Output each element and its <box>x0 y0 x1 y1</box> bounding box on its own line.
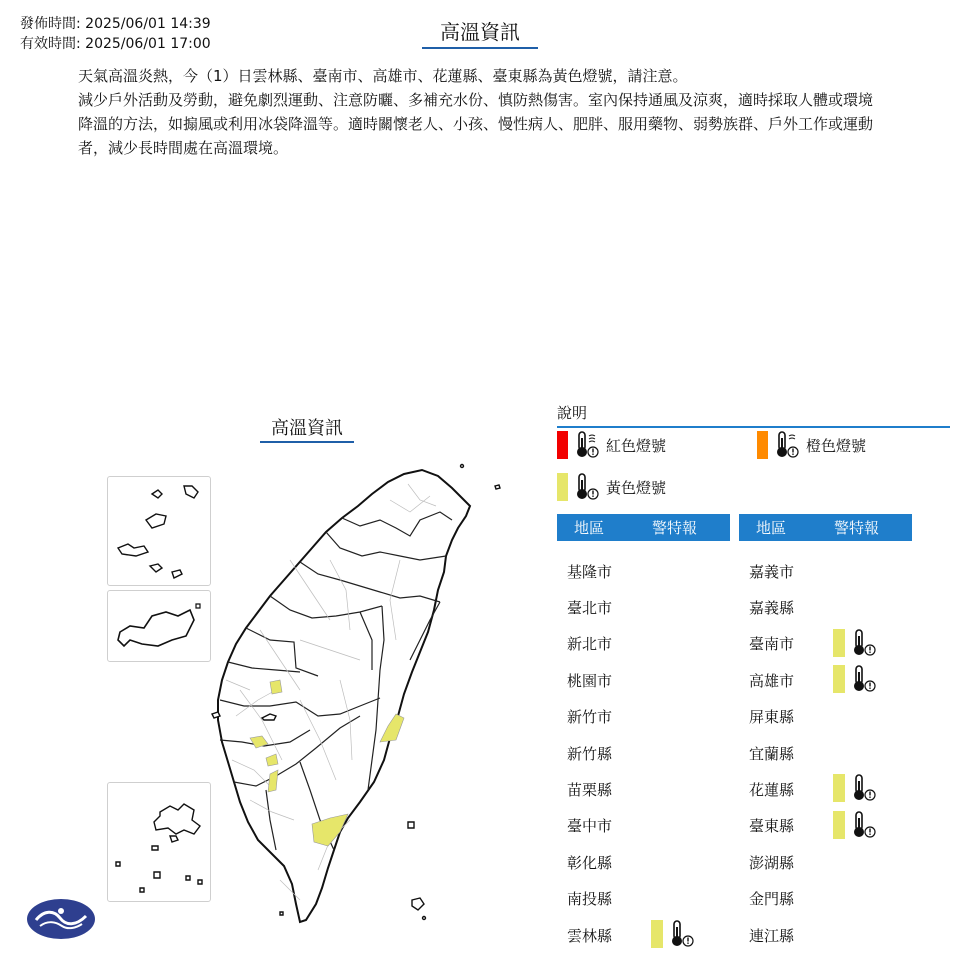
region-name: 連江縣 <box>749 926 795 945</box>
warning-area-yunlin <box>270 680 282 694</box>
issued-time: 發佈時間: 2025/06/01 14:39 <box>20 16 211 32</box>
red-swatch <box>557 431 568 459</box>
table-row <box>557 735 730 771</box>
region-name: 苗栗縣 <box>567 780 613 799</box>
yellow-swatch <box>833 665 845 693</box>
table-row <box>739 735 912 771</box>
table-row <box>557 699 730 735</box>
region-name: 南投縣 <box>567 890 613 909</box>
table-header-right <box>739 514 912 541</box>
table-row <box>739 808 912 844</box>
legend-heading: 說明 <box>557 402 950 428</box>
table-header-left <box>557 514 730 541</box>
cwa-logo <box>26 898 96 940</box>
yellow-swatch <box>833 811 845 839</box>
red-label: 紅色燈號 <box>606 436 667 455</box>
region-name: 新北市 <box>567 635 613 654</box>
table-row <box>557 662 730 698</box>
region-name: 新竹縣 <box>567 744 613 763</box>
yellow-swatch <box>833 774 845 802</box>
penghu-island <box>154 804 200 834</box>
table-row <box>557 553 730 589</box>
valid-time: 有效時間: 2025/06/01 17:00 <box>20 36 211 52</box>
region-name: 基隆市 <box>567 562 613 581</box>
legend-orange <box>757 430 866 460</box>
table-row <box>557 844 730 880</box>
warning-indicator <box>833 810 883 840</box>
region-name: 臺南市 <box>749 635 795 654</box>
kinmen-island <box>118 610 194 646</box>
region-name: 屏東縣 <box>749 708 795 727</box>
thermometer-alert-icon <box>574 472 600 502</box>
table-row <box>739 771 912 807</box>
warning-indicator <box>833 773 883 803</box>
region-name: 臺東縣 <box>749 817 795 836</box>
table-row <box>739 626 912 662</box>
guishan-island <box>495 485 500 489</box>
region-name: 嘉義市 <box>749 562 795 581</box>
table-row <box>739 917 912 953</box>
thermometer-alert-icon <box>774 430 800 460</box>
legend-yellow <box>557 472 666 502</box>
region-name: 雲林縣 <box>567 926 613 945</box>
xiaoliuqiu <box>280 912 283 915</box>
table-row <box>739 662 912 698</box>
thermometer-alert-icon <box>851 773 877 803</box>
warning-indicator <box>651 919 701 949</box>
thermometer-alert-icon <box>851 810 877 840</box>
region-name: 花蓮縣 <box>749 780 795 799</box>
region-name: 臺中市 <box>567 817 613 836</box>
table-row <box>739 844 912 880</box>
region-name: 宜蘭縣 <box>749 744 795 763</box>
description-summary: 天氣高溫炎熱，今（1）日雲林縣、臺南市、高雄市、花蓮縣、臺東縣為黃色燈號，請注意。 <box>78 67 688 85</box>
yellow-swatch <box>651 920 663 948</box>
col-warning-header: 警特報 <box>834 519 880 537</box>
col-region-header: 地區 <box>574 519 605 537</box>
warning-indicator <box>833 628 883 658</box>
orange-label: 橙色燈號 <box>806 436 867 455</box>
table-row <box>739 881 912 917</box>
region-name: 臺北市 <box>567 598 613 617</box>
legend-red <box>557 430 666 460</box>
col-region-header: 地區 <box>756 519 787 537</box>
table-row <box>557 881 730 917</box>
table-row <box>557 808 730 844</box>
orange-swatch <box>757 431 768 459</box>
region-name: 桃園市 <box>567 671 613 690</box>
table-row <box>739 699 912 735</box>
region-name: 金門縣 <box>749 890 795 909</box>
region-name: 新竹市 <box>567 708 613 727</box>
region-name: 彰化縣 <box>567 853 613 872</box>
yellow-label: 黃色燈號 <box>606 478 667 497</box>
table-row <box>557 917 730 953</box>
table-row <box>557 589 730 625</box>
warning-indicator <box>833 664 883 694</box>
thermometer-alert-icon <box>669 919 695 949</box>
table-row <box>557 626 730 662</box>
region-name: 澎湖縣 <box>749 853 795 872</box>
region-name: 嘉義縣 <box>749 598 795 617</box>
table-row <box>739 589 912 625</box>
map-title: 高溫資訊 <box>260 414 354 443</box>
thermometer-alert-icon <box>851 628 877 658</box>
yellow-swatch <box>833 629 845 657</box>
thermometer-alert-icon <box>851 664 877 694</box>
yellow-swatch <box>557 473 568 501</box>
region-name: 高雄市 <box>749 671 795 690</box>
green-island <box>408 822 414 828</box>
orchid-island <box>412 898 424 910</box>
thermometer-alert-icon <box>574 430 600 460</box>
col-warning-header: 警特報 <box>652 519 698 537</box>
description-advice: 減少戶外活動及勞動，避免劇烈運動、注意防曬、多補充水份、慎防熱傷害。室內保持通風及涼爽，適時採取人體或環境降溫的方法，如搧風或利用冰袋降溫等。適時關懷老人、小孩、慢性病人、肥胖、服用藥物、弱勢族群、戶外工作或運動者，減少長時間處在高溫環境。 <box>78 91 874 157</box>
page-title: 高溫資訊 <box>422 16 538 49</box>
table-row <box>739 553 912 589</box>
table-row <box>557 771 730 807</box>
